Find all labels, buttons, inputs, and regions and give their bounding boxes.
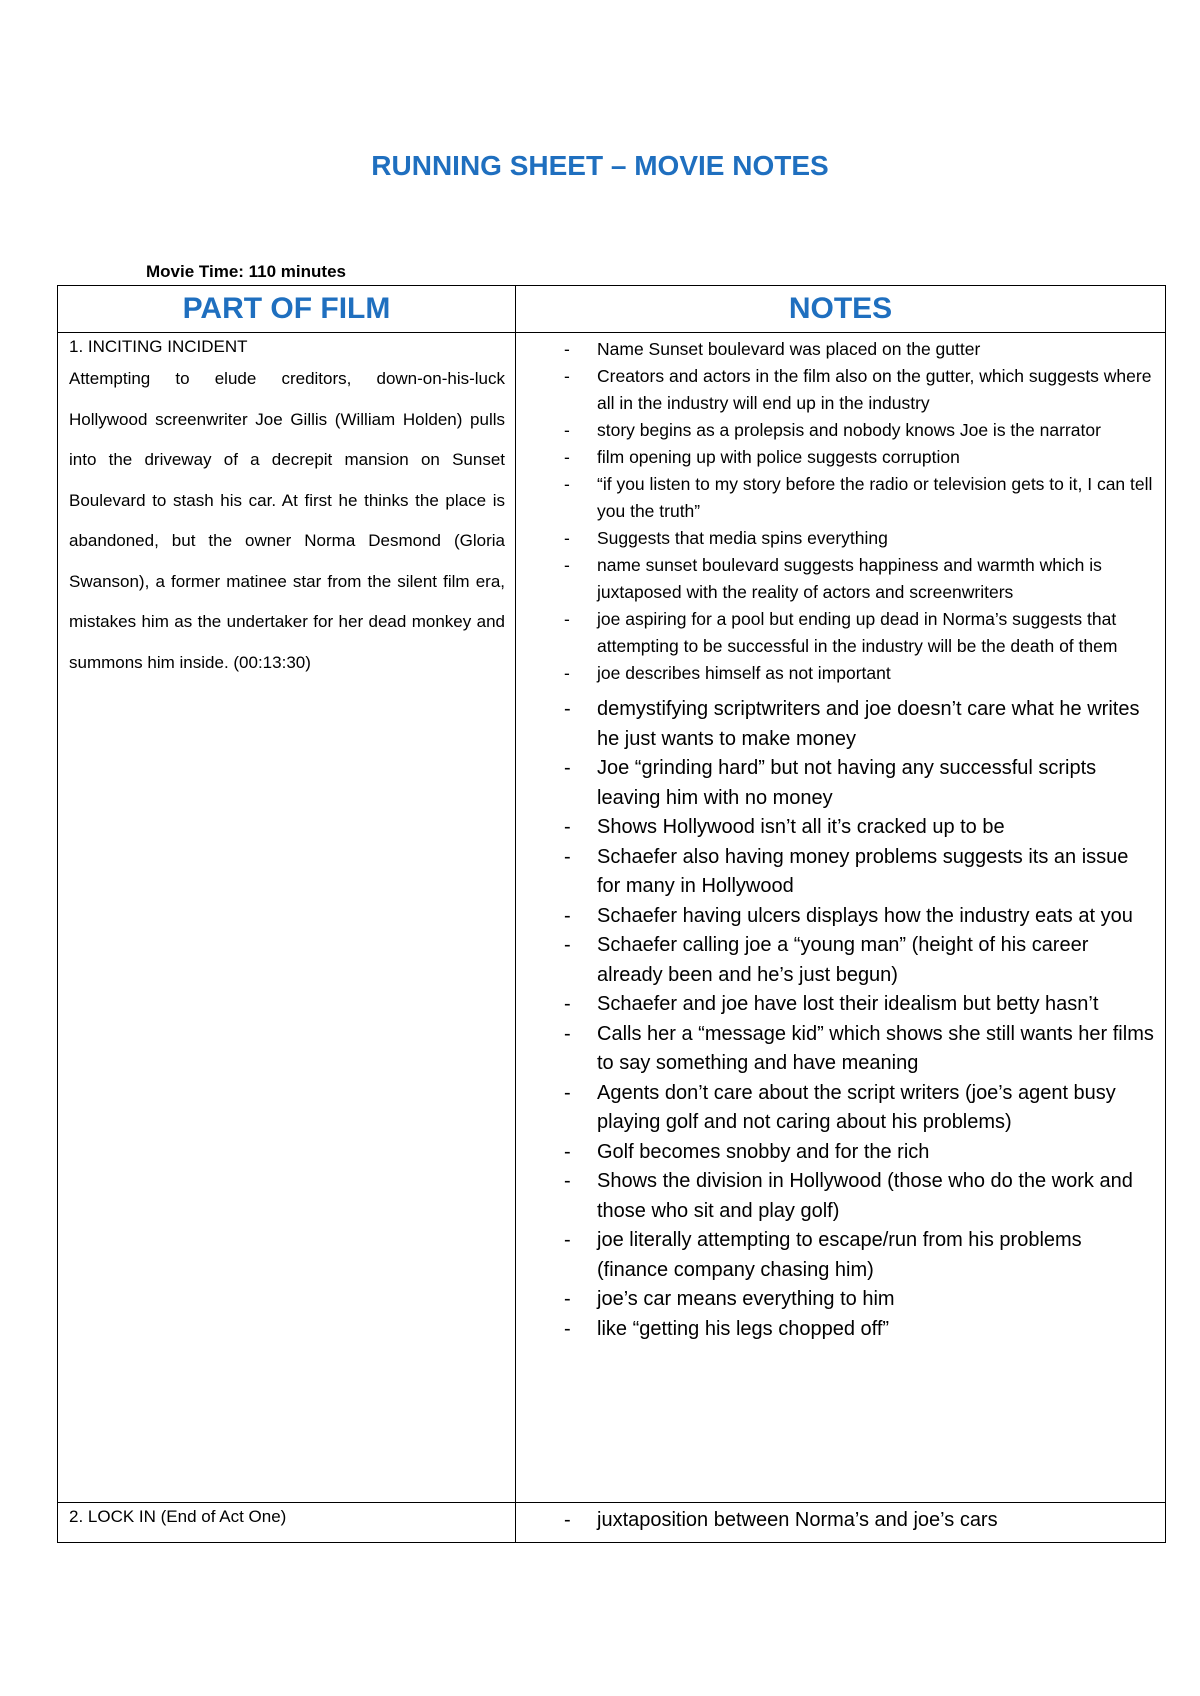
note-item: - joe literally attempting to escape/run from his problems (finance company chasing him) [516, 1226, 1155, 1285]
note-item: - Agents don’t care about the script writers (joe’s agent busy playing golf and not caring about his problems) [516, 1079, 1155, 1138]
header-notes: NOTES [516, 286, 1166, 333]
note-item: - “if you listen to my story before the radio or television gets to it, I can tell you the truth” [516, 471, 1155, 525]
note-item: - Creators and actors in the film also on the gutter, which suggests where all in the industry will end up in the industry [516, 363, 1155, 417]
part-cell [58, 333, 516, 1503]
table-header-row [58, 286, 1166, 333]
note-item: - like “getting his legs chopped off” [516, 1315, 1155, 1345]
note-item: - Schaefer calling joe a “young man” (height of his career already been and he’s just begun) [516, 931, 1155, 990]
note-item: - film opening up with police suggests corruption [516, 444, 1155, 471]
part-description: Attempting to elude creditors, down-on-his-luck Hollywood screenwriter Joe Gillis (William Holden) pulls into the driveway of a decrepit mansion on Sunset Boulevard to stash his car. At first he thinks the place is abandoned, but the owner Norma Desmond (Gloria Swanson), a former matinee star from the silent film era, mistakes him as the undertaker for her dead monkey and summons him inside. (00:13:30) [69, 369, 505, 672]
notes-cell [516, 333, 1166, 1503]
notes-list [516, 333, 1165, 695]
note-item: - Golf becomes snobby and for the rich [516, 1138, 1155, 1168]
running-sheet-table [57, 285, 1166, 1543]
note-item: - Shows Hollywood isn’t all it’s cracked up to be [516, 813, 1155, 843]
part-label: 2. LOCK IN (End of Act One) [69, 1507, 287, 1526]
notes-list [516, 1503, 1165, 1540]
part-label: 1. INCITING INCIDENT [69, 337, 248, 356]
note-item: - story begins as a prolepsis and nobody knows Joe is the narrator [516, 417, 1155, 444]
notes-cell [516, 1503, 1166, 1543]
note-item: - Schaefer also having money problems suggests its an issue for many in Hollywood [516, 843, 1155, 902]
movie-time: Movie Time: 110 minutes [146, 262, 346, 281]
note-item: - Joe “grinding hard” but not having any successful scripts leaving him with no money [516, 754, 1155, 813]
note-item: - juxtaposition between Norma’s and joe’s cars [516, 1506, 1155, 1536]
header-part-of-film: PART OF FILM [58, 286, 516, 333]
note-item: - Name Sunset boulevard was placed on the gutter [516, 336, 1155, 363]
table-row [58, 333, 1166, 1503]
note-item: - Shows the division in Hollywood (those who do the work and those who sit and play golf) [516, 1167, 1155, 1226]
table-row [58, 1503, 1166, 1543]
notes-list [516, 695, 1165, 1352]
note-item: - Suggests that media spins everything [516, 525, 1155, 552]
part-cell [58, 1503, 516, 1543]
note-item: - Schaefer having ulcers displays how the industry eats at you [516, 902, 1155, 932]
note-item: - demystifying scriptwriters and joe doesn’t care what he writes he just wants to make money [516, 695, 1155, 754]
document-title: RUNNING SHEET – MOVIE NOTES [371, 150, 829, 181]
note-item: - joe’s car means everything to him [516, 1285, 1155, 1315]
note-item: - joe aspiring for a pool but ending up dead in Norma’s suggests that attempting to be successful in the industry will be the death of them [516, 606, 1155, 660]
note-item: - Schaefer and joe have lost their idealism but betty hasn’t [516, 990, 1155, 1020]
note-item: - name sunset boulevard suggests happiness and warmth which is juxtaposed with the reality of actors and screenwriters [516, 552, 1155, 606]
note-item: - Calls her a “message kid” which shows she still wants her films to say something and have meaning [516, 1020, 1155, 1079]
note-item: - joe describes himself as not important [516, 660, 1155, 687]
